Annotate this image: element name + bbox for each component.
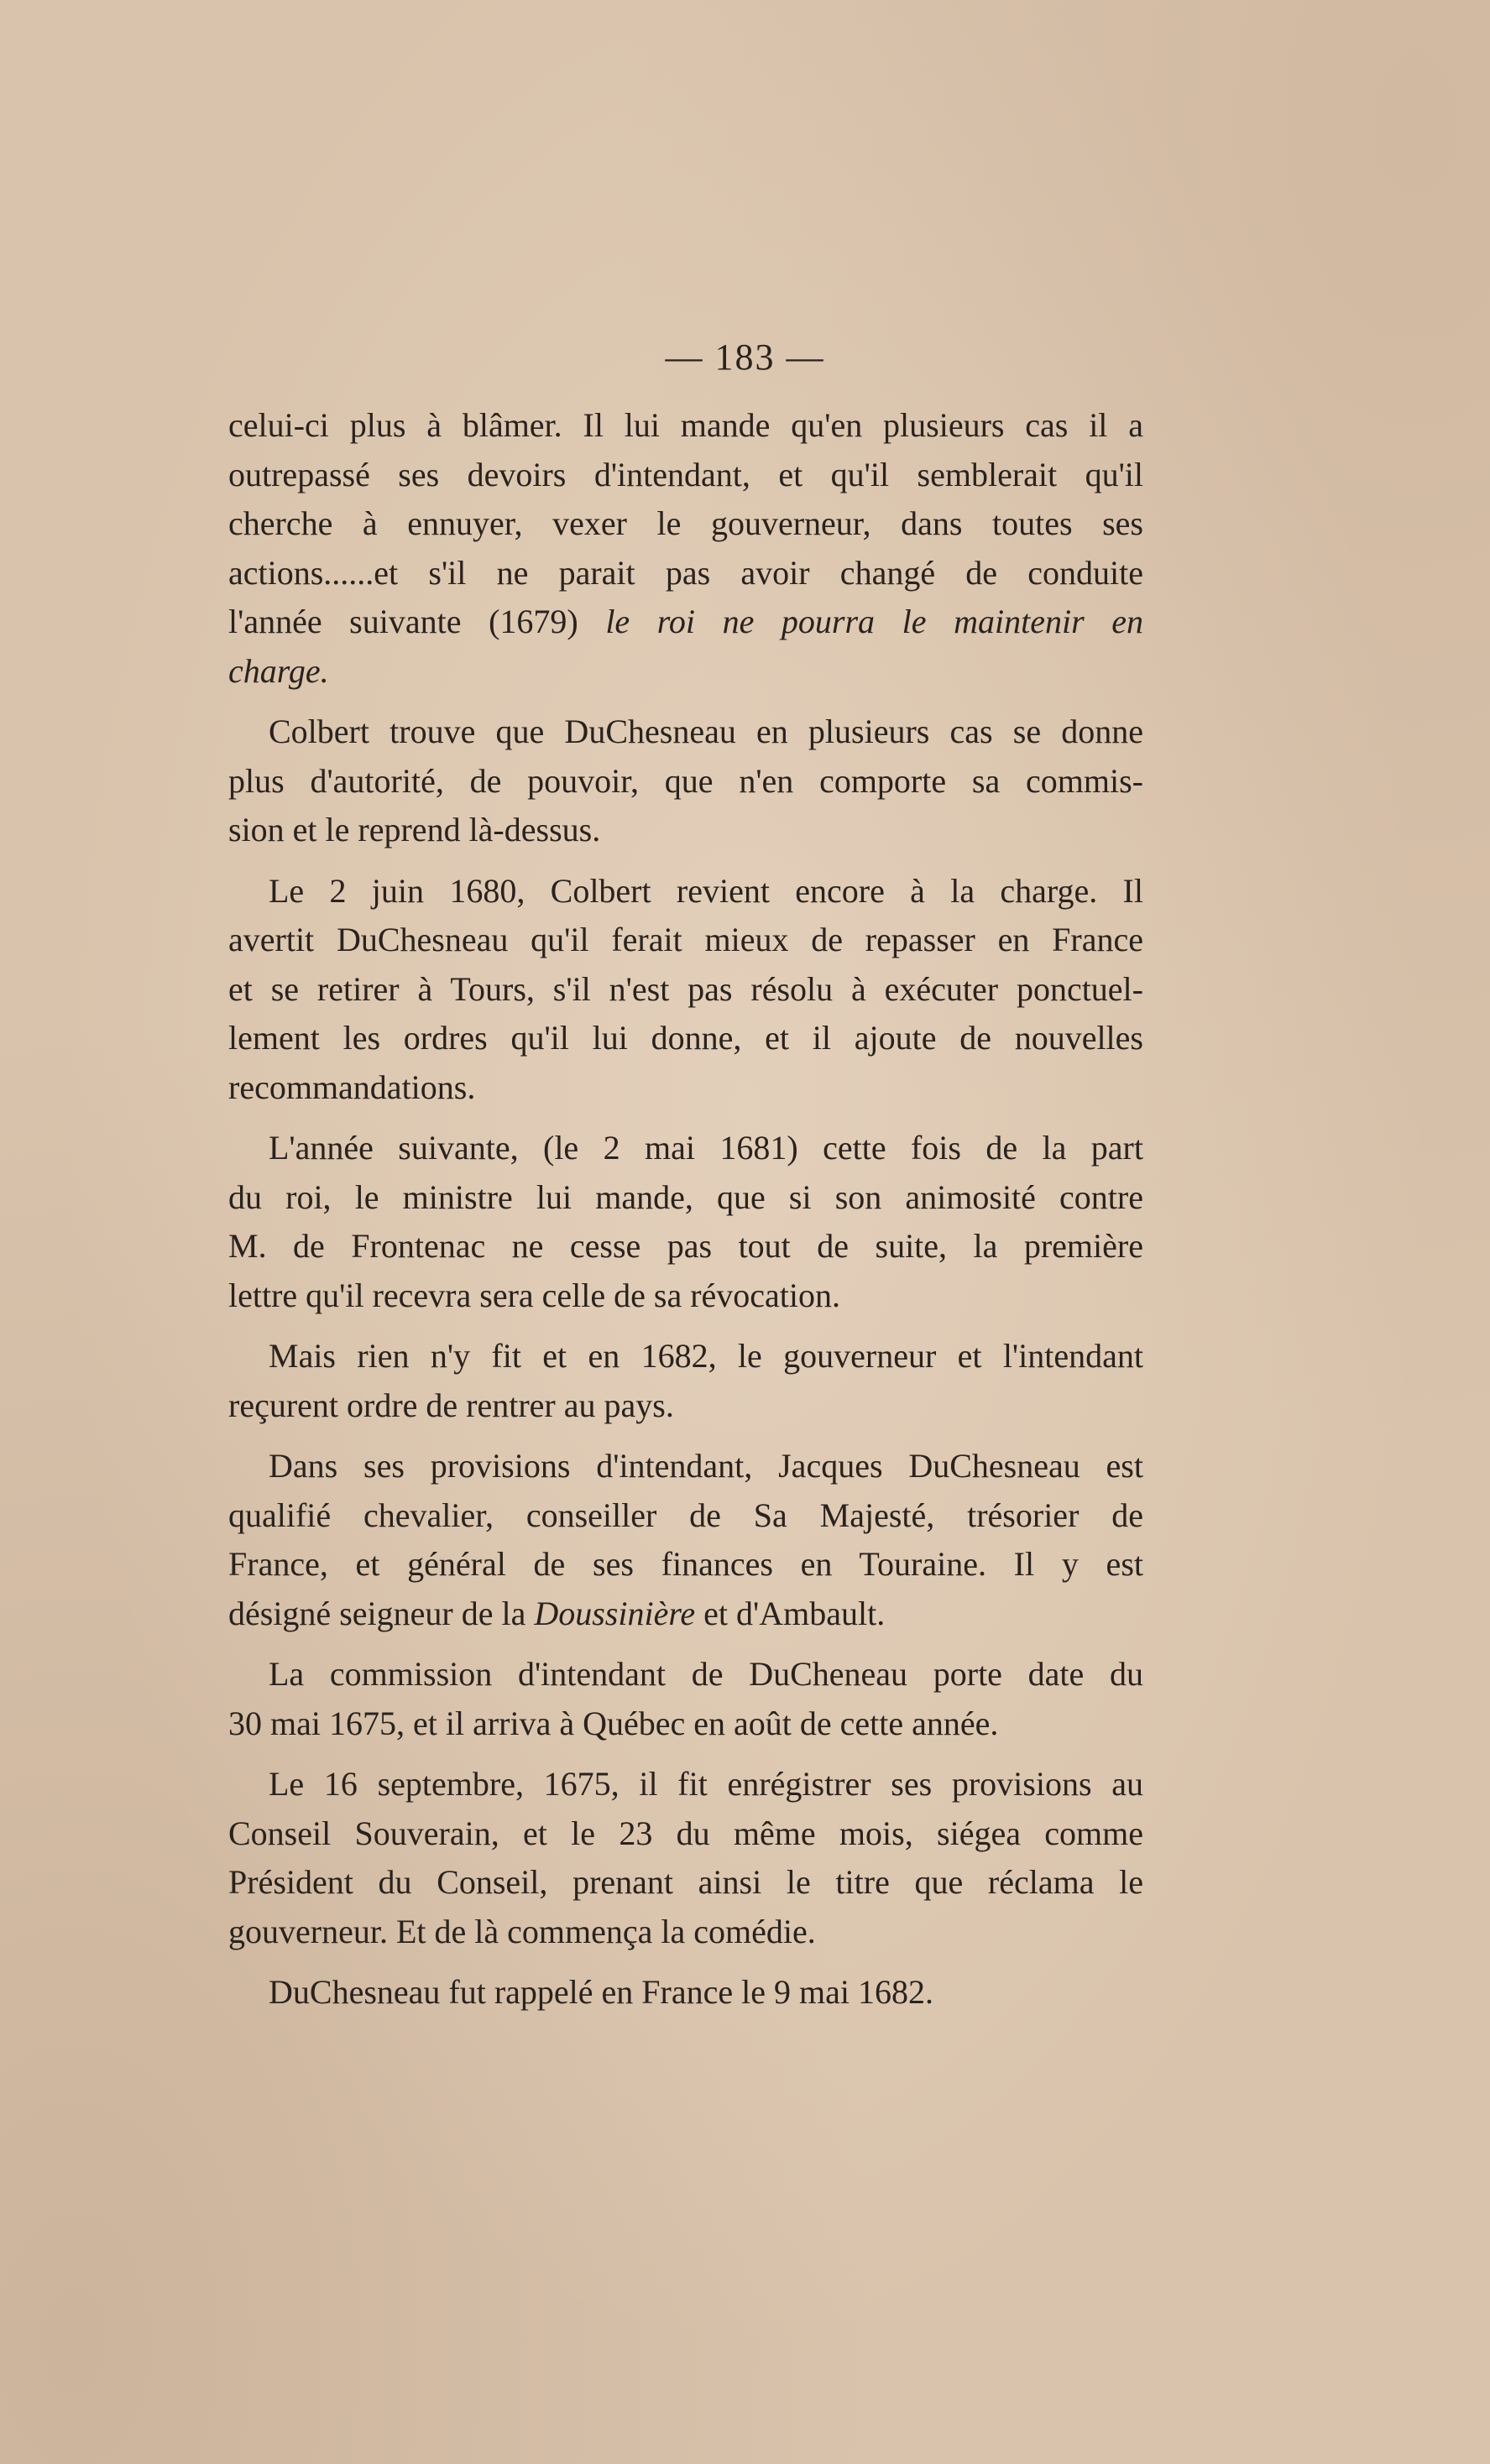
body-text bbox=[228, 401, 1143, 2029]
text-span: désigné seigneur de la bbox=[228, 1594, 526, 1632]
text-line: lettre qu'il recevra sera celle de sa révocation. bbox=[228, 1276, 841, 1314]
text-line: outrepassé ses devoirs d'intendant, et qu'il semblerait qu'il bbox=[228, 455, 1143, 493]
text-line: actions......et s'il ne parait pas avoir changé de conduite bbox=[228, 553, 1143, 592]
paragraph-2 bbox=[228, 707, 1143, 855]
text-line: Mais rien n'y fit et en 1682, le gouverneur et l'intendant bbox=[269, 1337, 1143, 1375]
italic-text: charge. bbox=[228, 651, 329, 690]
paragraph-6 bbox=[228, 1442, 1143, 1638]
paragraph-7 bbox=[228, 1650, 1143, 1748]
text-line: sion et le reprend là-dessus. bbox=[228, 811, 601, 848]
text-line: plus d'autorité, de pouvoir, que n'en comporte sa commis- bbox=[228, 761, 1143, 800]
paragraph-1 bbox=[228, 401, 1143, 696]
text-line: Le 16 septembre, 1675, il fit enrégistrer ses provisions au bbox=[269, 1765, 1143, 1803]
paragraph-3 bbox=[228, 867, 1143, 1113]
text-line: reçurent ordre de rentrer au pays. bbox=[228, 1386, 674, 1424]
text-line: La commission d'intendant de DuCheneau porte date du bbox=[269, 1655, 1143, 1693]
text-span: l'année suivante (1679) bbox=[228, 603, 578, 640]
text-line bbox=[228, 598, 1143, 647]
paragraph-4 bbox=[228, 1124, 1143, 1320]
paragraph-9 bbox=[228, 1968, 1143, 2018]
text-line: qualifié chevalier, conseiller de Sa Majesté, trésorier de bbox=[228, 1496, 1143, 1534]
text-line: Dans ses provisions d'intendant, Jacques DuChesneau est bbox=[269, 1447, 1143, 1485]
text-line: Le 2 juin 1680, Colbert revient encore à la charge. Il bbox=[269, 871, 1143, 910]
text-line: cherche à ennuyer, vexer le gouverneur, dans toutes ses bbox=[228, 504, 1143, 542]
text-span: et d'Ambault. bbox=[703, 1594, 886, 1632]
text-line: DuChesneau fut rappelé en France le 9 mai 1682. bbox=[269, 1973, 933, 2011]
paragraph-5 bbox=[228, 1332, 1143, 1430]
text-line: avertit DuChesneau qu'il ferait mieux de repasser en France bbox=[228, 921, 1143, 958]
text-line bbox=[228, 647, 1143, 697]
italic-text: le roi ne pourra le maintenir en bbox=[605, 603, 1143, 640]
text-line: M. de Frontenac ne cesse pas tout de suite, la première bbox=[228, 1227, 1143, 1265]
paragraph-8 bbox=[228, 1760, 1143, 1956]
italic-text: Doussinière bbox=[534, 1594, 696, 1632]
text-line: celui-ci plus à blâmer. Il lui mande qu'en plusieurs cas il a bbox=[228, 406, 1143, 444]
text-line bbox=[228, 1590, 1143, 1639]
text-line: L'année suivante, (le 2 mai 1681) cette fois de la part bbox=[269, 1129, 1143, 1167]
text-line: du roi, le ministre lui mande, que si son animosité contre bbox=[228, 1177, 1143, 1216]
text-line: et se retirer à Tours, s'il n'est pas résolu à exécuter ponctuel- bbox=[228, 969, 1143, 1008]
text-line: lement les ordres qu'il lui donne, et il ajoute de nouvelles bbox=[228, 1019, 1143, 1057]
text-line: 30 mai 1675, et il arriva à Québec en août de cette année. bbox=[228, 1704, 999, 1742]
text-line: Président du Conseil, prenant ainsi le titre que réclama le bbox=[228, 1863, 1143, 1901]
text-line: recommandations. bbox=[228, 1068, 476, 1106]
page-number: — 183 — bbox=[665, 337, 825, 378]
text-line: Colbert trouve que DuChesneau en plusieurs cas se donne bbox=[269, 713, 1143, 750]
text-line: Conseil Souverain, et le 23 du même mois, siégea comme bbox=[228, 1814, 1143, 1852]
text-line: gouverneur. Et de là commença la comédie. bbox=[228, 1912, 816, 1950]
text-line: France, et général de ses finances en Touraine. Il y est bbox=[228, 1545, 1143, 1583]
